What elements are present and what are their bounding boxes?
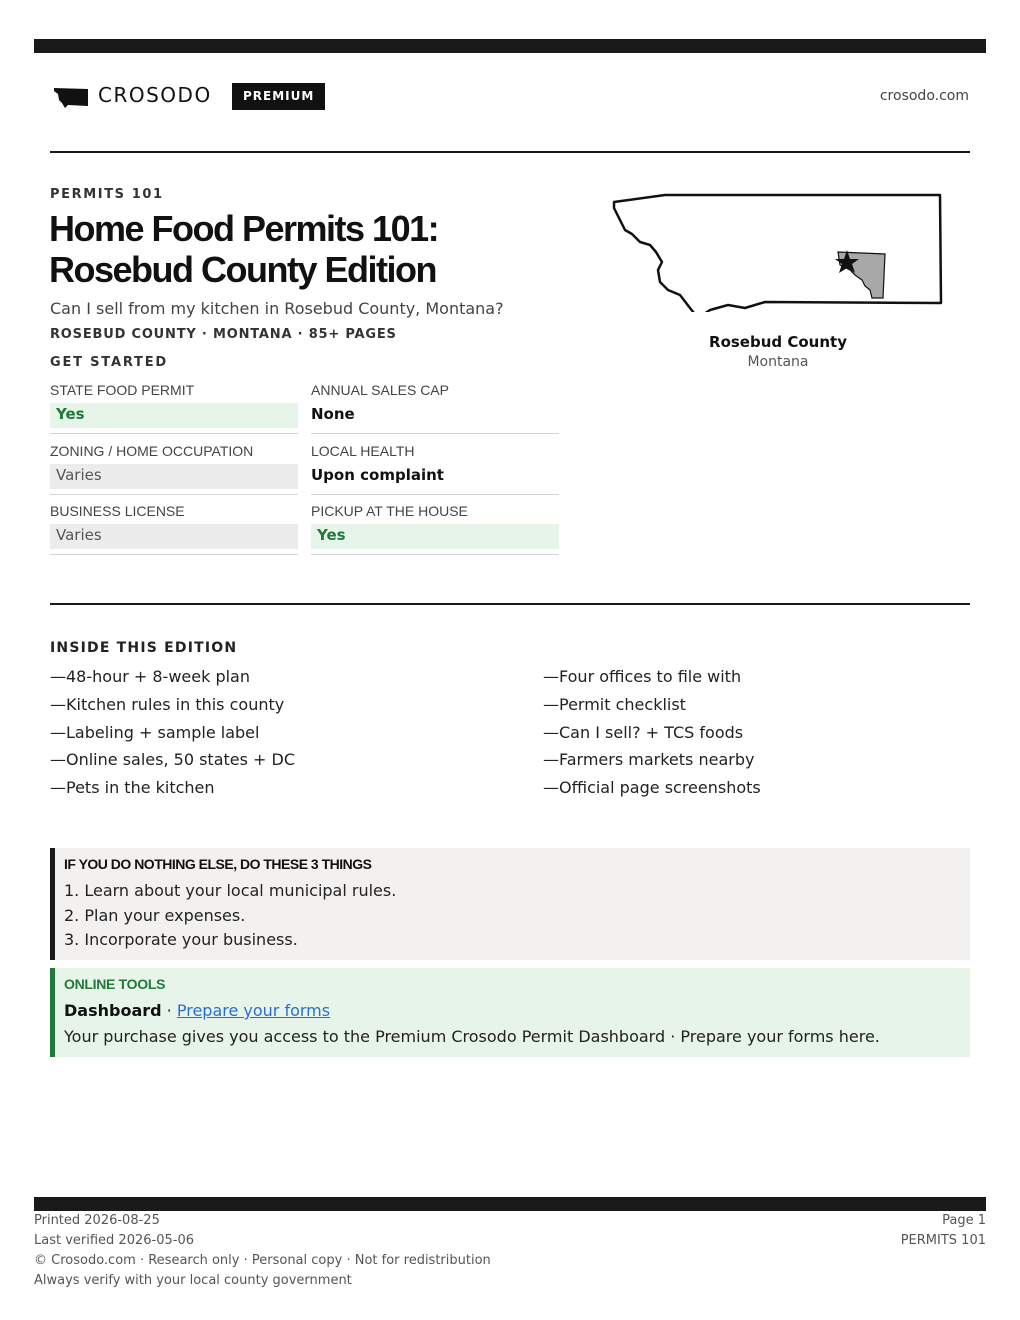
- tools-links: [64, 1001, 330, 1020]
- fact-value: None: [311, 405, 355, 423]
- callout-item: 2. Plan your expenses.: [64, 905, 246, 925]
- separator: ·: [161, 1001, 177, 1020]
- verified-date: Last verified 2026-05-06: [34, 1233, 194, 1248]
- toc-item: —Labeling + sample label: [50, 722, 260, 742]
- toc-right: [543, 663, 761, 802]
- fact-business-license: [50, 503, 298, 555]
- callout-item: 3. Incorporate your business.: [64, 930, 298, 949]
- fact-label: LOCAL HEALTH: [311, 443, 415, 459]
- toc-left: [50, 663, 295, 802]
- fact-annual-sales-cap: [311, 382, 559, 434]
- tools-description: Your purchase gives you access to the Premium Crosodo Permit Dashboard · Prepare your forms here.: [64, 1027, 880, 1046]
- tools-title: ONLINE TOOLS: [64, 976, 166, 992]
- footer-right: [901, 1211, 986, 1251]
- page-number: Page 1: [942, 1213, 986, 1228]
- get-started-heading: GET STARTED: [50, 355, 168, 370]
- section-divider: [50, 603, 970, 605]
- fact-value: Varies: [50, 464, 298, 489]
- subtitle: Can I sell from my kitchen in Rosebud County, Montana?: [50, 299, 504, 318]
- toc-item: —48-hour + 8-week plan: [50, 667, 250, 686]
- site-url[interactable]: crosodo.com: [879, 88, 969, 104]
- printed-date: Printed 2026-08-25: [34, 1213, 160, 1228]
- toc-item: —Can I sell? + TCS foods: [543, 722, 744, 742]
- toc-item: —Pets in the kitchen: [50, 778, 215, 798]
- map-county-label: Rosebud County: [709, 333, 847, 351]
- inside-heading: INSIDE THIS EDITION: [50, 640, 238, 656]
- section-label: PERMITS 101: [900, 1233, 986, 1248]
- dashboard-label: Dashboard: [64, 1001, 162, 1020]
- fact-local-health: [311, 443, 559, 495]
- map-state-label: Montana: [747, 354, 809, 370]
- fact-value: Varies: [50, 524, 298, 549]
- montana-state-icon: [53, 86, 89, 110]
- fact-pickup: [311, 503, 559, 555]
- fact-label: BUSINESS LICENSE: [50, 503, 185, 519]
- premium-badge: PREMIUM: [232, 83, 325, 110]
- fact-label: ANNUAL SALES CAP: [311, 382, 449, 398]
- toc-item: —Kitchen rules in this county: [50, 694, 285, 714]
- fact-value: Yes: [311, 524, 559, 549]
- header-divider: [50, 151, 970, 153]
- toc-item: —Official page screenshots: [543, 778, 761, 798]
- fact-value: Yes: [50, 403, 298, 428]
- fact-value: Upon complaint: [311, 466, 444, 484]
- online-tools-box: [50, 968, 970, 1057]
- title-line-1: Home Food Permits 101:: [49, 208, 439, 249]
- edition-meta: ROSEBUD COUNTY · MONTANA · 85+ PAGES: [50, 327, 397, 342]
- copyright: © Crosodo.com · Research only · Personal copy · Not for redistribution: [34, 1253, 491, 1268]
- fact-label: ZONING / HOME OCCUPATION: [50, 443, 254, 459]
- callout-item: 1. Learn about your local municipal rules.: [64, 881, 397, 900]
- state-outline: [614, 195, 941, 312]
- callout-list: [64, 879, 396, 953]
- verify-note: Always verify with your local county government: [34, 1273, 352, 1288]
- header: [50, 80, 970, 116]
- top-bar: [34, 39, 986, 53]
- fact-state-food-permit: [50, 382, 298, 434]
- brand-name[interactable]: CROSODO: [98, 83, 212, 107]
- footer-left: [34, 1211, 491, 1291]
- state-map: [610, 190, 946, 312]
- page-title: [49, 208, 589, 290]
- toc-item: —Permit checklist: [543, 694, 686, 714]
- callout-title: IF YOU DO NOTHING ELSE, DO THESE 3 THINGS: [64, 856, 372, 872]
- prepare-forms-link[interactable]: Prepare your forms: [176, 1001, 331, 1020]
- title-line-2: Rosebud County Edition: [49, 249, 436, 290]
- fact-label: STATE FOOD PERMIT: [50, 382, 195, 398]
- toc-item: —Four offices to file with: [543, 667, 742, 686]
- toc-item: —Online sales, 50 states + DC: [50, 750, 296, 770]
- toc-item: —Farmers markets nearby: [543, 750, 755, 770]
- fact-zoning: [50, 443, 298, 495]
- eyebrow: PERMITS 101: [50, 187, 164, 202]
- three-things-callout: [50, 848, 970, 960]
- bottom-bar: [34, 1197, 986, 1211]
- fact-label: PICKUP AT THE HOUSE: [311, 503, 468, 519]
